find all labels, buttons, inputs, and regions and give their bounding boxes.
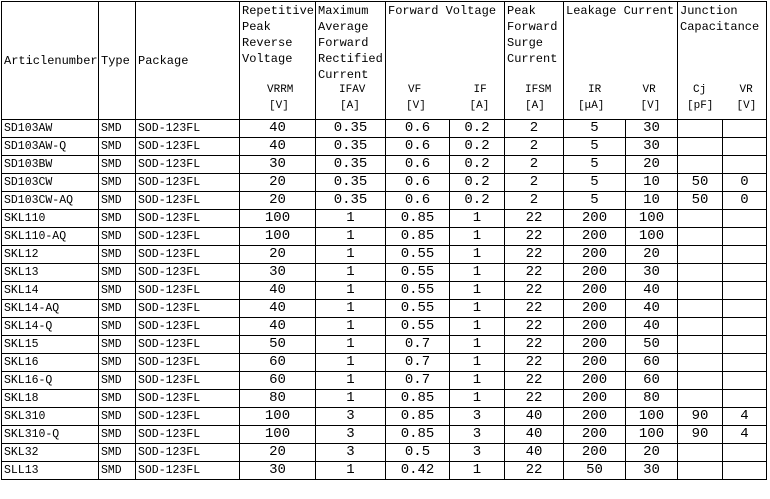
cell-articlenumber: SKL18: [2, 390, 99, 408]
cell-type: SMD: [99, 336, 136, 354]
cell-if: 0.2: [450, 120, 505, 138]
header-vr2-unit: [V]: [736, 100, 757, 112]
cell-ifsm: 2: [505, 156, 564, 174]
cell-ir: 200: [564, 318, 626, 336]
cell-type: SMD: [99, 192, 136, 210]
cell-vr: 100: [626, 426, 678, 444]
cell-vr: 10: [626, 174, 678, 192]
cell-vf: 0.7: [386, 336, 450, 354]
cell-vr: 80: [626, 390, 678, 408]
header-vr-unit: [V]: [640, 100, 661, 112]
table-row: [2, 120, 767, 138]
cell-if: 0.2: [450, 156, 505, 174]
cell-vf: 0.6: [386, 138, 450, 156]
cell-ir: 5: [564, 174, 626, 192]
header-vf-unit: [V]: [406, 100, 426, 112]
cell-ir: 50: [564, 462, 626, 480]
cell-vf: 0.55: [386, 264, 450, 282]
cell-vrrm: 100: [240, 408, 316, 426]
cell-package: SOD-123FL: [136, 318, 240, 336]
cell-articlenumber: SLL13: [2, 462, 99, 480]
cell-articlenumber: SD103AW: [2, 120, 99, 138]
cell-vrrm: 30: [240, 264, 316, 282]
cell-ifsm: 22: [505, 318, 564, 336]
cell-package: SOD-123FL: [136, 138, 240, 156]
cell-package: SOD-123FL: [136, 390, 240, 408]
cell-vr2: [723, 138, 767, 156]
cell-articlenumber: SKL310: [2, 408, 99, 426]
cell-cj: [678, 282, 723, 300]
cell-ir: 200: [564, 426, 626, 444]
cell-type: SMD: [99, 174, 136, 192]
cell-vrrm: 40: [240, 282, 316, 300]
cell-vrrm: 100: [240, 228, 316, 246]
cell-package: SOD-123FL: [136, 426, 240, 444]
cell-if: 0.2: [450, 192, 505, 210]
cell-vr: 20: [626, 444, 678, 462]
cell-ifav: 0.35: [316, 192, 386, 210]
table-row: [2, 462, 767, 480]
header-if-unit: [A]: [469, 100, 490, 112]
cell-vrrm: 60: [240, 354, 316, 372]
cell-vf: 0.85: [386, 210, 450, 228]
cell-vrrm: 60: [240, 372, 316, 390]
cell-vf: 0.6: [386, 174, 450, 192]
cell-vrrm: 100: [240, 426, 316, 444]
header-package: Package: [136, 2, 240, 120]
cell-ifsm: 22: [505, 300, 564, 318]
cell-articlenumber: SKL110: [2, 210, 99, 228]
cell-cj: [678, 318, 723, 336]
cell-package: SOD-123FL: [136, 192, 240, 210]
cell-ifsm: 22: [505, 282, 564, 300]
cell-vrrm: 80: [240, 390, 316, 408]
cell-ifsm: 22: [505, 210, 564, 228]
cell-type: SMD: [99, 246, 136, 264]
cell-if: 1: [450, 318, 505, 336]
cell-vf: 0.85: [386, 390, 450, 408]
cell-vr2: [723, 156, 767, 174]
cell-vrrm: 20: [240, 246, 316, 264]
cell-if: 1: [450, 282, 505, 300]
cell-vr2: [723, 264, 767, 282]
cell-type: SMD: [99, 300, 136, 318]
cell-ir: 200: [564, 372, 626, 390]
cell-type: SMD: [99, 264, 136, 282]
cell-vr: 20: [626, 246, 678, 264]
cell-vrrm: 40: [240, 318, 316, 336]
cell-if: 3: [450, 408, 505, 426]
cell-cj: 90: [678, 408, 723, 426]
cell-ifsm: 40: [505, 444, 564, 462]
cell-if: 1: [450, 462, 505, 480]
cell-ifav: 1: [316, 318, 386, 336]
cell-if: 1: [450, 390, 505, 408]
cell-vr: 30: [626, 462, 678, 480]
cell-ir: 200: [564, 354, 626, 372]
cell-ifav: 1: [316, 354, 386, 372]
cell-package: SOD-123FL: [136, 300, 240, 318]
cell-articlenumber: SKL16-Q: [2, 372, 99, 390]
cell-vr2: [723, 120, 767, 138]
cell-package: SOD-123FL: [136, 156, 240, 174]
cell-ir: 200: [564, 300, 626, 318]
cell-articlenumber: SKL15: [2, 336, 99, 354]
cell-ifsm: 22: [505, 246, 564, 264]
cell-ir: 200: [564, 444, 626, 462]
cell-ifav: 3: [316, 408, 386, 426]
cell-type: SMD: [99, 390, 136, 408]
cell-vr2: [723, 210, 767, 228]
cell-cj: [678, 228, 723, 246]
cell-ir: 200: [564, 408, 626, 426]
cell-ifav: 1: [316, 282, 386, 300]
cell-vr2: [723, 390, 767, 408]
cell-type: SMD: [99, 138, 136, 156]
cell-package: SOD-123FL: [136, 372, 240, 390]
header-junction-capacitance-title: Junction Capacitance: [680, 4, 760, 34]
cell-vr2: [723, 228, 767, 246]
cell-package: SOD-123FL: [136, 336, 240, 354]
cell-ir: 5: [564, 120, 626, 138]
table-row: [2, 192, 767, 210]
cell-vrrm: 20: [240, 444, 316, 462]
cell-if: 1: [450, 354, 505, 372]
header-ifav: [316, 2, 386, 120]
cell-ifav: 1: [316, 462, 386, 480]
cell-package: SOD-123FL: [136, 210, 240, 228]
cell-vr2: [723, 282, 767, 300]
cell-cj: [678, 372, 723, 390]
cell-ir: 5: [564, 192, 626, 210]
cell-vr: 60: [626, 372, 678, 390]
cell-vf: 0.55: [386, 246, 450, 264]
cell-ir: 5: [564, 156, 626, 174]
cell-articlenumber: SKL14-Q: [2, 318, 99, 336]
cell-vr2: 0: [723, 192, 767, 210]
cell-type: SMD: [99, 156, 136, 174]
header-vf-symbol: VF: [408, 84, 422, 96]
cell-ifsm: 2: [505, 138, 564, 156]
cell-ifsm: 22: [505, 354, 564, 372]
cell-ifsm: 22: [505, 462, 564, 480]
cell-package: SOD-123FL: [136, 174, 240, 192]
header-vrrm-title: Repetitive Peak Reverse Voltage: [242, 4, 315, 66]
cell-type: SMD: [99, 120, 136, 138]
cell-cj: [678, 462, 723, 480]
cell-package: SOD-123FL: [136, 228, 240, 246]
cell-vr2: 0: [723, 174, 767, 192]
table-row: [2, 408, 767, 426]
cell-ir: 200: [564, 390, 626, 408]
cell-vf: 0.7: [386, 354, 450, 372]
cell-articlenumber: SKL12: [2, 246, 99, 264]
header-ifsm-title: Peak Forward Surge Current: [507, 4, 558, 66]
cell-package: SOD-123FL: [136, 354, 240, 372]
table-body: [2, 120, 767, 480]
cell-articlenumber: SKL16: [2, 354, 99, 372]
table-row: [2, 282, 767, 300]
cell-package: SOD-123FL: [136, 462, 240, 480]
cell-package: SOD-123FL: [136, 246, 240, 264]
cell-type: SMD: [99, 462, 136, 480]
cell-articlenumber: SD103AW-Q: [2, 138, 99, 156]
cell-vrrm: 30: [240, 462, 316, 480]
header-vr-symbol: VR: [642, 84, 656, 96]
cell-type: SMD: [99, 228, 136, 246]
cell-vr2: [723, 462, 767, 480]
cell-articlenumber: SD103CW-AQ: [2, 192, 99, 210]
cell-ir: 5: [564, 138, 626, 156]
cell-vf: 0.6: [386, 192, 450, 210]
cell-cj: [678, 390, 723, 408]
cell-if: 1: [450, 372, 505, 390]
cell-type: SMD: [99, 444, 136, 462]
header-cj-symbol: Cj: [693, 84, 707, 96]
cell-type: SMD: [99, 372, 136, 390]
header-forward-voltage-title: Forward Voltage: [388, 4, 497, 18]
cell-vr: 100: [626, 408, 678, 426]
cell-if: 0.2: [450, 174, 505, 192]
cell-vr2: [723, 372, 767, 390]
header-junction-capacitance-vr: [723, 2, 767, 120]
cell-ir: 200: [564, 228, 626, 246]
cell-vf: 0.55: [386, 318, 450, 336]
cell-vr2: 4: [723, 408, 767, 426]
cell-cj: [678, 336, 723, 354]
cell-vf: 0.7: [386, 372, 450, 390]
cell-ifav: 1: [316, 372, 386, 390]
cell-cj: 50: [678, 192, 723, 210]
cell-ifsm: 22: [505, 372, 564, 390]
cell-vr: 30: [626, 138, 678, 156]
cell-cj: [678, 300, 723, 318]
cell-if: 1: [450, 300, 505, 318]
cell-articlenumber: SKL32: [2, 444, 99, 462]
header-vrrm-symbol: VRRM: [267, 84, 294, 96]
cell-if: 1: [450, 228, 505, 246]
cell-package: SOD-123FL: [136, 444, 240, 462]
cell-ifav: 1: [316, 390, 386, 408]
cell-ir: 200: [564, 264, 626, 282]
table-header: [2, 2, 767, 120]
header-ir-unit: [μA]: [578, 100, 605, 112]
cell-vf: 0.85: [386, 228, 450, 246]
cell-vr: 40: [626, 282, 678, 300]
cell-vf: 0.55: [386, 300, 450, 318]
cell-vr2: 4: [723, 426, 767, 444]
cell-vrrm: 50: [240, 336, 316, 354]
cell-ifsm: 22: [505, 336, 564, 354]
header-type: Type: [99, 2, 136, 120]
cell-cj: [678, 246, 723, 264]
cell-vf: 0.6: [386, 120, 450, 138]
cell-vr2: [723, 318, 767, 336]
cell-vrrm: 100: [240, 210, 316, 228]
cell-vf: 0.5: [386, 444, 450, 462]
cell-cj: 90: [678, 426, 723, 444]
cell-vr2: [723, 336, 767, 354]
cell-articlenumber: SD103BW: [2, 156, 99, 174]
cell-ir: 200: [564, 282, 626, 300]
cell-articlenumber: SD103CW: [2, 174, 99, 192]
cell-vrrm: 20: [240, 192, 316, 210]
cell-if: 0.2: [450, 138, 505, 156]
cell-package: SOD-123FL: [136, 120, 240, 138]
cell-vf: 0.42: [386, 462, 450, 480]
cell-articlenumber: SKL14-AQ: [2, 300, 99, 318]
table-row: [2, 138, 767, 156]
table-row: [2, 336, 767, 354]
cell-if: 1: [450, 210, 505, 228]
table-row: [2, 318, 767, 336]
cell-ifsm: 2: [505, 120, 564, 138]
diode-spec-table: [1, 1, 767, 480]
cell-cj: [678, 138, 723, 156]
table-row: [2, 426, 767, 444]
cell-cj: [678, 156, 723, 174]
header-leakage-current-title: Leakage Current: [566, 4, 675, 18]
cell-if: 1: [450, 336, 505, 354]
cell-ifav: 1: [316, 210, 386, 228]
cell-articlenumber: SKL14: [2, 282, 99, 300]
cell-ifsm: 22: [505, 228, 564, 246]
header-ifav-unit: [A]: [340, 100, 360, 112]
table-row: [2, 444, 767, 462]
cell-vr: 40: [626, 300, 678, 318]
header-if-symbol: IF: [473, 84, 487, 96]
header-vrrm-unit: [V]: [269, 100, 289, 112]
cell-vr2: [723, 246, 767, 264]
cell-ifav: 0.35: [316, 156, 386, 174]
cell-type: SMD: [99, 210, 136, 228]
cell-ifav: 1: [316, 246, 386, 264]
cell-ifsm: 40: [505, 426, 564, 444]
header-ifsm: [505, 2, 564, 120]
cell-cj: 50: [678, 174, 723, 192]
cell-package: SOD-123FL: [136, 408, 240, 426]
header-ifav-symbol: IFAV: [339, 84, 366, 96]
cell-articlenumber: SKL310-Q: [2, 426, 99, 444]
header-ifsm-unit: [A]: [525, 100, 545, 112]
table-row: [2, 354, 767, 372]
cell-cj: [678, 210, 723, 228]
cell-ifsm: 22: [505, 390, 564, 408]
cell-vr: 100: [626, 210, 678, 228]
table-row: [2, 300, 767, 318]
header-cj-unit: [pF]: [687, 100, 714, 112]
cell-ifav: 1: [316, 264, 386, 282]
header-ifsm-symbol: IFSM: [525, 84, 552, 96]
header-vr2-symbol: VR: [739, 84, 753, 96]
cell-if: 1: [450, 264, 505, 282]
header-forward-voltage-if: [450, 2, 505, 120]
cell-vr: 10: [626, 192, 678, 210]
cell-vf: 0.6: [386, 156, 450, 174]
cell-vr2: [723, 444, 767, 462]
cell-ifav: 3: [316, 426, 386, 444]
header-leakage-current-vr: [626, 2, 678, 120]
cell-package: SOD-123FL: [136, 264, 240, 282]
table-row: [2, 390, 767, 408]
table-row: [2, 228, 767, 246]
cell-vrrm: 40: [240, 300, 316, 318]
cell-ifav: 0.35: [316, 138, 386, 156]
cell-ifsm: 2: [505, 192, 564, 210]
cell-package: SOD-123FL: [136, 282, 240, 300]
table-row: [2, 246, 767, 264]
cell-vr: 30: [626, 120, 678, 138]
cell-vr: 100: [626, 228, 678, 246]
header-ir-symbol: IR: [588, 84, 602, 96]
cell-vr: 30: [626, 264, 678, 282]
cell-vrrm: 40: [240, 120, 316, 138]
cell-vr2: [723, 354, 767, 372]
cell-if: 1: [450, 246, 505, 264]
header-ifav-title: Maximum Average Forward Rectified Current: [318, 4, 383, 82]
spec-table-container: [1, 1, 767, 480]
cell-type: SMD: [99, 318, 136, 336]
table-row: [2, 156, 767, 174]
cell-ifav: 1: [316, 336, 386, 354]
cell-cj: [678, 444, 723, 462]
cell-vr: 60: [626, 354, 678, 372]
cell-type: SMD: [99, 354, 136, 372]
header-vrrm: [240, 2, 316, 120]
cell-ir: 200: [564, 210, 626, 228]
cell-vf: 0.55: [386, 282, 450, 300]
header-articlenumber: Articlenumber: [2, 2, 99, 120]
cell-vrrm: 30: [240, 156, 316, 174]
cell-ifav: 0.35: [316, 174, 386, 192]
cell-ifsm: 22: [505, 264, 564, 282]
cell-ifsm: 40: [505, 408, 564, 426]
cell-vr: 20: [626, 156, 678, 174]
table-row: [2, 210, 767, 228]
cell-articlenumber: SKL110-AQ: [2, 228, 99, 246]
cell-cj: [678, 354, 723, 372]
cell-vf: 0.85: [386, 426, 450, 444]
cell-if: 3: [450, 444, 505, 462]
cell-if: 3: [450, 426, 505, 444]
table-row: [2, 174, 767, 192]
table-row: [2, 264, 767, 282]
cell-vf: 0.85: [386, 408, 450, 426]
cell-ifav: 1: [316, 228, 386, 246]
cell-vr2: [723, 300, 767, 318]
cell-type: SMD: [99, 408, 136, 426]
cell-type: SMD: [99, 282, 136, 300]
cell-vr: 50: [626, 336, 678, 354]
table-row: [2, 372, 767, 390]
cell-vrrm: 40: [240, 138, 316, 156]
cell-type: SMD: [99, 426, 136, 444]
cell-cj: [678, 120, 723, 138]
cell-vr: 40: [626, 318, 678, 336]
cell-ir: 200: [564, 336, 626, 354]
cell-ir: 200: [564, 246, 626, 264]
cell-cj: [678, 264, 723, 282]
cell-articlenumber: SKL13: [2, 264, 99, 282]
cell-ifsm: 2: [505, 174, 564, 192]
cell-ifav: 0.35: [316, 120, 386, 138]
cell-vrrm: 20: [240, 174, 316, 192]
cell-ifav: 3: [316, 444, 386, 462]
cell-ifav: 1: [316, 300, 386, 318]
